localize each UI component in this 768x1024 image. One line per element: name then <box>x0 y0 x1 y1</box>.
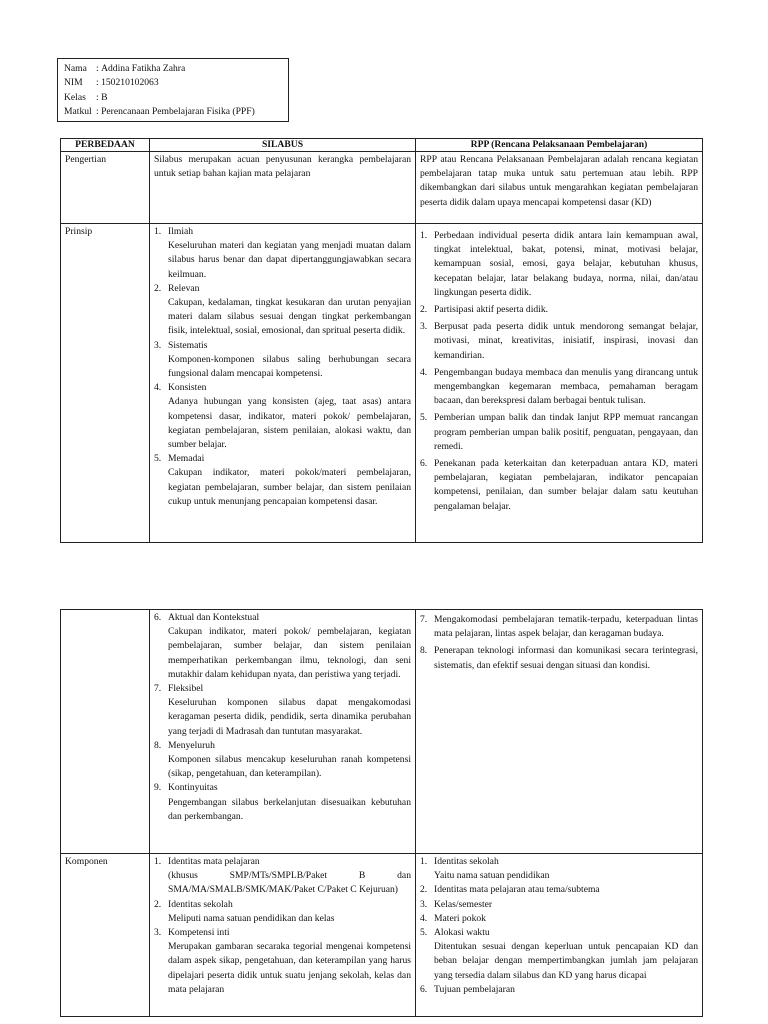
name-label: Nama <box>64 63 87 74</box>
identity-kelas-row: Kelas : B <box>64 91 288 105</box>
prinsip-silabus-continued-cell <box>150 610 416 854</box>
identity-matkul-row: Matkul : Perencanaan Pembelajaran Fisika (PPF) <box>64 105 288 119</box>
matkul-value: Perencanaan Pembelajaran Fisika (PPF) <box>101 106 255 118</box>
name-value: Addina Fatikha Zahra <box>101 63 186 74</box>
list-item: 4. Pengembangan budaya membaca dan menulis yang dirancang untuk mengembangkan kegemaran membaca, pemahaman beragam bacaan, dan berekspresi dalam berbagai bentuk tulisan. <box>420 366 698 407</box>
list-item: 3. Sistematis Komponen-komponen silabus saling berhubungan secara fungsional dalam mencapai kompetensi. <box>154 339 411 380</box>
list-item: 6. Tujuan pembelajaran <box>420 983 515 995</box>
student-identity-box <box>57 58 289 122</box>
prinsip-rpp-cell <box>416 224 703 543</box>
header-silabus: SILABUS <box>150 139 416 152</box>
list-item: 2. Relevan Cakupan, kedalaman, tingkat kesukaran dan urutan penyajian materi dalam silabus sesuai dengan tingkat perkembangan fisik, intelektual, sosial, emosional, dan spritual peserta didik. <box>154 282 411 337</box>
row-prinsip-continued <box>61 610 703 854</box>
nim-value: 150210102063 <box>101 77 159 89</box>
pengertian-rpp: RPP atau Rencana Pelaksanaan Pembelajaran adalah rencana kegiatan pembelajaran tatap muka untuk satu pertemuan atau lebih. RPP dikembangkan dari silabus untuk mengarahkan kegiatan pembelajaran peserta didik dalam upaya mencapai kompetensi dasar (KD) <box>416 152 703 224</box>
komponen-rpp-cell <box>416 854 703 1017</box>
comparison-table-page-1 <box>60 138 703 543</box>
list-item: 4. Materi pokok <box>420 912 486 924</box>
matkul-label: Matkul <box>64 106 92 118</box>
komponen-silabus-cell <box>150 854 416 1017</box>
prinsip-continued-label <box>61 610 150 854</box>
list-item: 1. Identitas sekolah Yaitu nama satuan pendidikan <box>420 856 550 882</box>
list-item: 6. Aktual dan Kontekstual Cakupan indikator, materi pokok/ pembelajaran, kegiatan pembelajaran, sumber belajar, dan sistem penilaian memperhatikan perkembangan ilmu, teknologi, dan seni mutakhir dalam kehidupan nyata, dan peristiwa yang terjadi. <box>154 612 411 680</box>
kelas-label: Kelas <box>64 91 86 103</box>
list-item: 4. Konsisten Adanya hubungan yang konsisten (ajeg, taat asas) antara kompetensi dasar, indikator, materi pokok/ pembelajaran, kegiatan pembelajaran, sistem penilaian, alokasi waktu, dan sumber belajar. <box>154 382 411 451</box>
prinsip-silabus-cell <box>150 224 416 543</box>
pengertian-silabus: Silabus merupakan acuan penyusunan kerangka pembelajaran untuk setiap bahan kajian mata pelajaran <box>150 152 416 224</box>
list-item: 5. Pemberian umpan balik dan tindak lanjut RPP memuat rancangan program pemberian umpan balik positif, penguatan, pengayaan, dan remedi. <box>420 412 698 452</box>
comparison-table-page-2 <box>60 609 703 1017</box>
row-komponen <box>61 854 703 1017</box>
list-item: 2. Partisipasi aktif peserta didik. <box>420 304 549 316</box>
list-item: 2. Identitas sekolah Meliputi nama satuan pendidikan dan kelas <box>154 898 335 924</box>
list-item: 2. Identitas mata pelajaran atau tema/subtema <box>420 884 600 896</box>
list-item: 9. Kontinyuitas Pengembangan silabus berkelanjutan disesuaikan kebutuhan dan perkembangan. <box>154 782 411 822</box>
prinsip-label: Prinsip <box>61 224 150 543</box>
list-item: 7. Fleksibel Keseluruhan komponen silabus dapat mengakomodasi keragaman peserta didik, pendidik, serta dinamika perubahan yang terjadi di Madrasah dan tuntutan masyarakat. <box>154 683 411 737</box>
list-item: 5. Alokasi waktu Ditentukan sesuai dengan keperluan untuk pencapaian KD dan beban belajar dengan mempertimbangkan jumlah jam pelajaran yang tersedia dalam silabus dan KD yang harus dicapai <box>420 927 698 981</box>
header-perbedaan: PERBEDAAN <box>61 139 150 152</box>
list-item: 7. Mengakomodasi pembelajaran tematik-terpadu, keterpaduan lintas mata pelajaran, lintas aspek belajar, dan keragaman budaya. <box>420 614 698 640</box>
prinsip-rpp-continued-cell <box>416 610 703 854</box>
list-item: 5. Memadai Cakupan indikator, materi pokok/materi pembelajaran, kegiatan pembelajaran, sumber belajar, dan sistem penilaian cukup untuk menunjang pencapaian kompetensi dasar. <box>154 453 411 507</box>
list-item: 8. Penerapan teknologi informasi dan komunikasi secara terintegrasi, sistematis, dan efektif sesuai dengan situasi dan kondisi. <box>420 645 698 671</box>
header-rpp: RPP (Rencana Pelaksanaan Pembelajaran) <box>416 139 703 152</box>
nim-label: NIM <box>64 77 83 89</box>
row-prinsip <box>61 224 703 543</box>
list-item: 1. Ilmiah Keseluruhan materi dan kegiatan yang menjadi muatan dalam silabus harus benar dan dapat dipertanggungjawabkan secara keilmuan. <box>154 226 411 280</box>
pengertian-label: Pengertian <box>61 152 150 224</box>
list-item: 6. Penekanan pada keterkaitan dan keterpaduan antara KD, materi pembelajaran, kegiatan pembelajaran, indikator pencapaian kompetensi, penilaian, dan sumber belajar dalam satu keutuhan pengalaman belajar. <box>420 458 698 512</box>
identity-nim-row: NIM : 150210102063 <box>64 76 288 90</box>
list-item: 3. Kelas/semester <box>420 898 493 910</box>
list-item: 1. Identitas mata pelajaran (khusus SMP/MTs/SMPLB/Paket B dan SMA/MA/SMALB/SMK/MAK/Paket C/Paket C Kejuruan) <box>154 856 411 896</box>
list-item: 3. Berpusat pada peserta didik untuk mendorong semangat belajar, motivasi, minat, kreativitas, inisiatif, inspirasi, inovasi dan kemandirian. <box>420 321 698 361</box>
list-item: 1. Perbedaan individual peserta didik antara lain kemampuan awal, tingkat intelektual, bakat, potensi, minat, motivasi belajar, kemampuan sosial, emosi, gaya belajar, kebutuhan khusus, kecepatan belajar, latar belakang budaya, norma, nilai, dan/atau lingkungan peserta didik. <box>420 230 698 298</box>
list-item: 3. Kompetensi inti Merupakan gambaran secaraka tegorial mengenai kompetensi dalam aspek sikap, pengetahuan, dan keterampilan yang harus dipelajari peserta didik untuk suatu jenjang sekolah, kelas dan mata pelajaran <box>154 927 411 995</box>
row-pengertian <box>61 152 703 224</box>
table-header-row <box>61 139 703 152</box>
komponen-label: Komponen <box>61 854 150 1017</box>
kelas-value: B <box>101 91 108 103</box>
list-item: 8. Menyeluruh Komponen silabus mencakup keseluruhan ranah kompetensi (sikap, pengetahuan, dan keterampilan). <box>154 739 411 780</box>
identity-name-row: Nama : Addina Fatikha Zahra <box>64 62 288 76</box>
